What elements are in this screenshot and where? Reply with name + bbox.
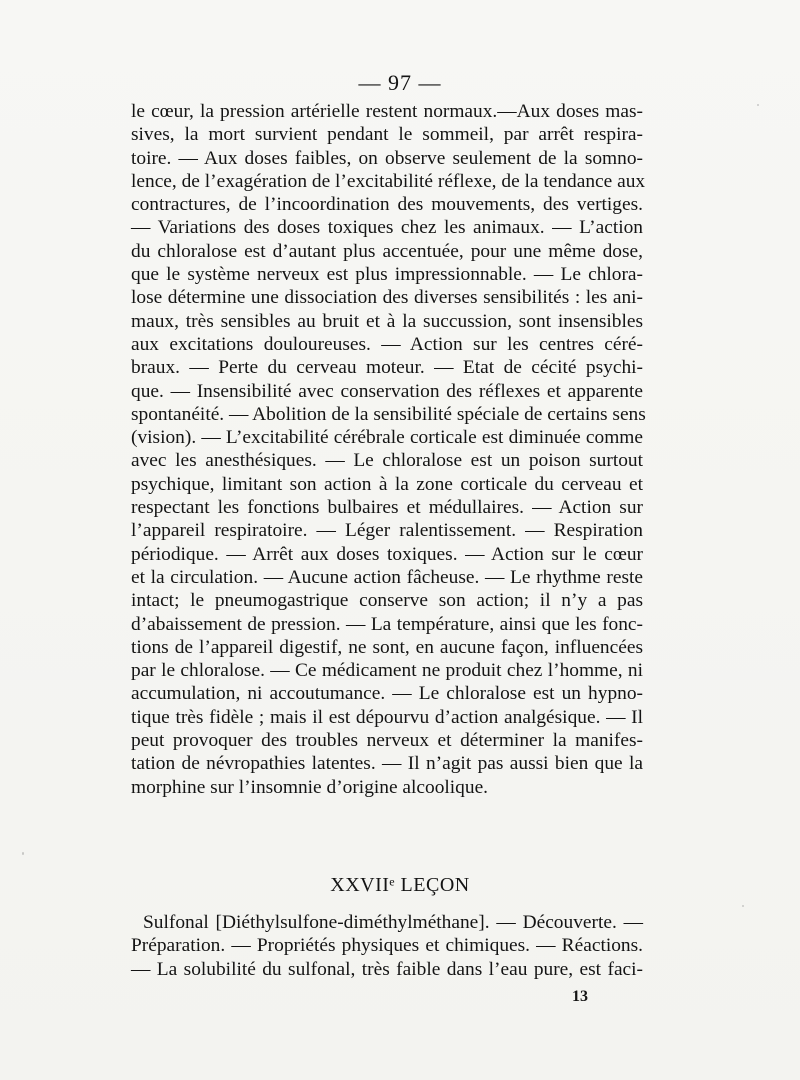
text-line: (vision). — L’excitabilité cérébrale corticale est diminuée comme [131,427,643,449]
section-title: XXVIIᵉ LEÇON [330,874,470,896]
text-line: tation de névropathies latentes. — Il n’agit pas aussi bien que la [131,753,643,775]
text-line: périodique. — Arrêt aux doses toxiques. — Action sur le cœur [131,543,643,565]
text-line: que le système nerveux est plus impressionnable. — Le chlora- [131,264,643,286]
text-line: lence, de l’exagération de l’excitabilité réflexe, de la tendance aux [131,170,646,192]
section-text [131,911,643,981]
text-line: — Variations des doses toxiques chez les animaux. — L’action [131,217,643,239]
text-line: psychique, limitant son action à la zone corticale du cerveau et [131,473,643,495]
text-line: lose détermine une dissociation des diverses sensibilités : les ani- [131,287,643,309]
scan-speck [22,852,24,855]
text-line: avec les anesthésiques. — Le chloralose est un poison surtout [131,450,643,472]
text-line: toire. — Aux doses faibles, on observe seulement de la somno- [131,147,643,169]
signature-mark: 13 [572,988,588,1005]
text-line: spontanéité. — Abolition de la sensibilité spéciale de certains sens [131,403,646,425]
text-line: accumulation, ni accoutumance. — Le chloralose est un hypno- [131,683,643,705]
text-line: respectant les fonctions bulbaires et médullaires. — Action sur [131,497,643,519]
text-line: morphine sur l’insomnie d’origine alcoolique. [131,776,489,798]
page-number: — 97 — [358,70,442,95]
text-line: du chloralose est d’autant plus accentuée, pour une même dose, [131,240,643,262]
section-line: — La solubilité du sulfonal, très faible dans l’eau pure, est faci- [131,958,643,980]
text-line: maux, très sensibles au bruit et à la succussion, sont insensibles [131,310,643,332]
scan-speck [742,905,744,907]
text-line: le cœur, la pression artérielle restent normaux.—Aux doses mas- [131,101,643,122]
text-line: aux excitations douloureuses. — Action sur les centres céré- [131,333,643,355]
text-line: tique très fidèle ; mais il est dépourvu d’action analgésique. — Il [131,706,643,728]
text-line: par le chloralose. — Ce médicament ne produit chez l’homme, ni [131,660,643,682]
text-line: d’abaissement de pression. — La température, ainsi que les fonc- [131,613,643,635]
section-line: Préparation. — Propriétés physiques et chimiques. — Réactions. [131,935,643,957]
text-line: l’appareil respiratoire. — Léger ralentissement. — Respiration [131,520,643,542]
text-line: tions de l’appareil digestif, ne sont, en aucune façon, influencées [131,636,643,658]
section-line: Sulfonal [Diéthylsulfone-diméthylméthane]. — Découverte. — [143,912,643,933]
scan-speck [757,104,759,106]
text-line: sives, la mort survient pendant le sommeil, par arrêt respira- [131,124,643,146]
text-line: braux. — Perte du cerveau moteur. — Etat de cécité psychi- [131,357,643,379]
text-line: contractures, de l’incoordination des mouvements, des vertiges. [131,194,643,216]
text-line: que. — Insensibilité avec conservation des réflexes et apparente [131,380,643,402]
body-text [131,100,646,799]
text-line: intact; le pneumogastrique conserve son action; il n’y a pas [131,590,643,612]
text-line: et la circulation. — Aucune action fâcheuse. — Le rhythme reste [131,566,643,588]
text-line: peut provoquer des troubles nerveux et déterminer la manifes- [131,730,643,752]
